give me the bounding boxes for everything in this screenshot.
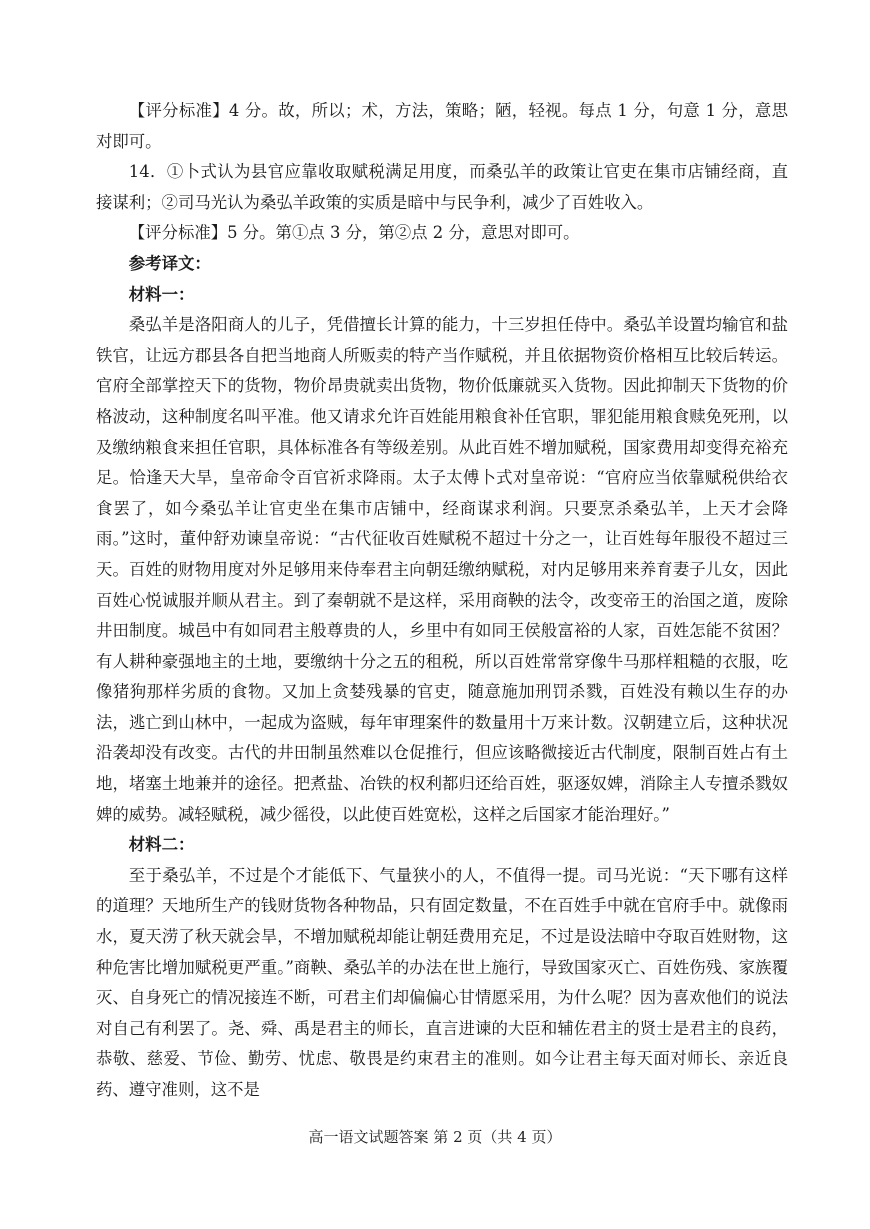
scoring-standard-13: 【评分标准】4 分。故，所以；术，方法，策略；陋，轻视。每点 1 分，句意 1 分，意思对即可。 bbox=[96, 101, 788, 151]
material-two-text: 至于桑弘羊，不过是个才能低下、气量狭小的人，不值得一提。司马光说：“天下哪有这样的道理？天地所生产的钱财货物各种物品，只有固定数量，不在百姓手中就在官府手中。就像雨水，夏天涝了秋天就会旱，不增加赋税却能让朝廷费用充足，不过是设法暗中夺取百姓财物，这种危害比增加赋税更严重。”商鞅、桑弘羊的办法在世上施行，导致国家灭亡、百姓伤残、家族覆灭、自身死亡的情况接连不断，可君主们却偏偏心甘情愿采用，为什么呢？因为喜欢他们的说法对自己有利罢了。尧、舜、禹是君主的师长，直言进谏的大臣和辅佐君主的贤士是君主的良药，恭敬、慈爱、节俭、勤劳、忧虑、敬畏是约束君主的准则。如今让君主每天面对师长、亲近良药、遵守准则，这不是 bbox=[96, 865, 788, 1099]
page-footer: 高一语文试题答案 第 2 页（共 4 页） bbox=[308, 1128, 562, 1146]
translation-heading: 参考译文： bbox=[128, 253, 211, 273]
answer-14: 14．①卜式认为县官应靠收取赋税满足用度，而桑弘羊的政策让官吏在集市店铺经商，直接谋利；②司马光认为桑弘羊政策的实质是暗中与民争利，减少了百姓收入。 bbox=[96, 162, 788, 212]
material-one-text: 桑弘羊是洛阳商人的儿子，凭借擅长计算的能力，十三岁担任侍中。桑弘羊设置均输官和盐铁官，让远方郡县各自把当地商人所贩卖的特产当作赋税，并且依据物资价格相互比较后转运。官府全部掌控天下的货物，物价昂贵就卖出货物，物价低廉就买入货物。因此抑制天下货物的价格波动，这种制度名叫平准。他又请求允许百姓能用粮食补任官职，罪犯能用粮食赎免死刑，以及缴纳粮食来担任官职，具体标准各有等级差别。从此百姓不增加赋税，国家费用却变得充裕充足。恰逢天大旱，皇帝命令百官祈求降雨。太子太傅卜式对皇帝说：“官府应当依靠赋税供给衣食罢了，如今桑弘羊让官吏坐在集市店铺中，经商谋求利润。只要烹杀桑弘羊，上天才会降雨。”这时，董仲舒劝谏皇帝说：“古代征收百姓赋税不超过十分之一，让百姓每年服役不超过三天。百姓的财物用度对外足够用来侍奉君主向朝廷缴纳赋税，对内足够用来养育妻子儿女，因此百姓心悦诚服并顺从君主。到了秦朝就不是这样，采用商鞅的法令，改变帝王的治国之道，废除井田制度。城邑中有如同君主般尊贵的人，乡里中有如同王侯般富裕的人家，百姓怎能不贫困？有人耕种豪强地主的土地，要缴纳十分之五的租税，所以百姓常常穿像牛马那样粗糙的衣服，吃像猪狗那样劣质的食物。又加上贪婪残暴的官吏，随意施加刑罚杀戮，百姓没有赖以生存的办法，逃亡到山林中，一起成为盗贼，每年审理案件的数量用十万来计数。汉朝建立后，这种状况沿袭却没有改变。古代的井田制虽然难以仓促推行，但应该略微接近古代制度，限制百姓占有土地，堵塞土地兼并的途径。把煮盐、冶铁的权利都归还给百姓，驱逐奴婢，消除主人专擅杀戮奴婢的威势。减轻赋税，减少徭役，以此使百姓宽松，这样之后国家才能治理好。” bbox=[96, 315, 788, 824]
scoring-standard-14: 【评分标准】5 分。第①点 3 分，第②点 2 分，意思对即可。 bbox=[128, 223, 580, 243]
material-two-heading: 材料二： bbox=[128, 835, 195, 855]
answer-page bbox=[96, 96, 788, 1106]
material-one-heading: 材料一： bbox=[128, 284, 195, 304]
